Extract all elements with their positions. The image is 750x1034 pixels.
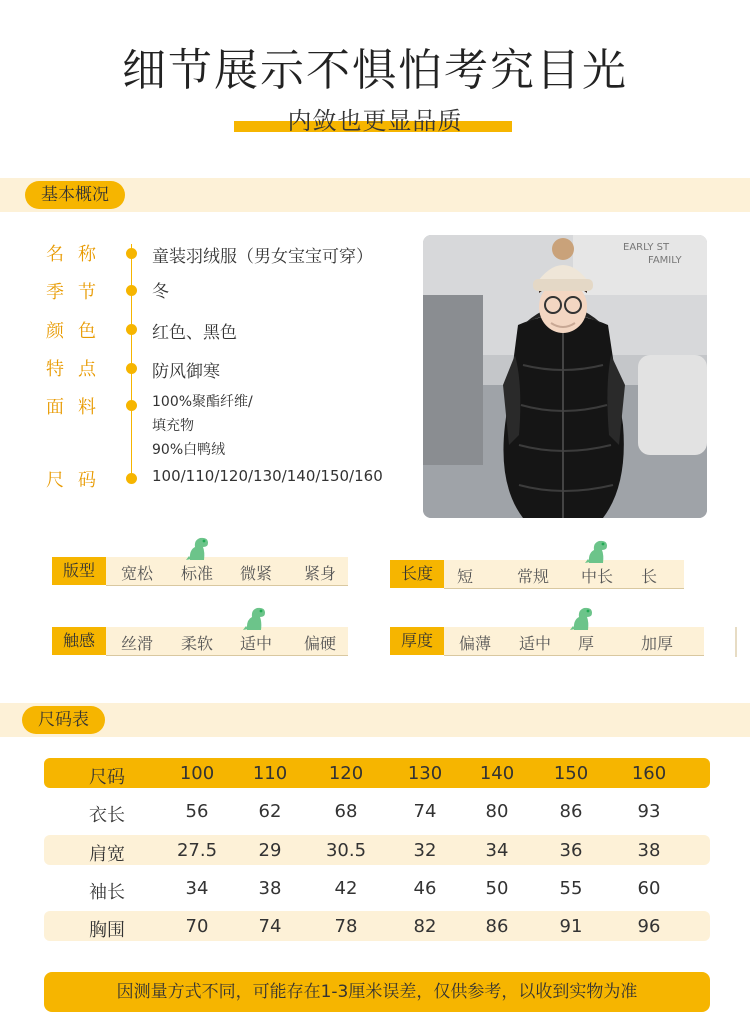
info-dot bbox=[126, 285, 137, 296]
size-table-band bbox=[0, 703, 750, 737]
size-table-cell: 34 bbox=[485, 840, 509, 861]
dinosaur-marker-icon bbox=[186, 534, 212, 562]
info-value-feature: 防风御寒 bbox=[152, 362, 220, 382]
fabric-line: 90%白鸭绒 bbox=[152, 442, 226, 458]
thickness-tag: 厚度 bbox=[390, 627, 444, 655]
info-value-color: 红色、黑色 bbox=[152, 323, 237, 343]
size-table-cell: 80 bbox=[485, 801, 509, 822]
thickness-baseline bbox=[444, 655, 704, 656]
touch-option: 柔软 bbox=[181, 634, 214, 653]
size-table-cell: 86 bbox=[485, 916, 509, 937]
size-table-cell: 60 bbox=[637, 878, 661, 899]
size-table-header-cell: 100 bbox=[179, 763, 215, 784]
size-table-cell: 62 bbox=[258, 801, 282, 822]
child-in-coat-illustration bbox=[423, 235, 707, 518]
size-table-header-cell: 130 bbox=[407, 763, 443, 784]
dinosaur-marker-icon bbox=[585, 537, 611, 565]
size-table-cell: 38 bbox=[258, 878, 282, 899]
touch-option: 丝滑 bbox=[121, 634, 154, 653]
touch-tag: 触感 bbox=[52, 627, 106, 655]
size-table-header-cell: 140 bbox=[479, 763, 515, 784]
size-table-cell: 70 bbox=[185, 916, 209, 937]
size-table-cell: 78 bbox=[334, 916, 358, 937]
thickness-option: 加厚 bbox=[641, 634, 674, 653]
size-table-cell: 胸围 bbox=[89, 920, 125, 941]
size-table-cell: 38 bbox=[637, 840, 661, 861]
size-table-header-cell: 尺码 bbox=[89, 767, 125, 788]
info-dot bbox=[126, 400, 137, 411]
info-value-season: 冬 bbox=[152, 282, 169, 302]
touch-baseline bbox=[106, 655, 348, 656]
info-label-size: 尺码 bbox=[46, 470, 110, 491]
size-table-cell: 93 bbox=[637, 801, 661, 822]
fit-option: 紧身 bbox=[304, 564, 337, 583]
touch-option: 适中 bbox=[240, 634, 273, 653]
product-photo bbox=[423, 235, 707, 518]
size-table-cell: 74 bbox=[258, 916, 282, 937]
fit-option: 微紧 bbox=[240, 564, 273, 583]
touch-option: 偏硬 bbox=[304, 634, 337, 653]
dinosaur-marker-icon bbox=[243, 604, 269, 632]
size-table-cell: 肩宽 bbox=[89, 844, 125, 865]
size-table-header-cell: 160 bbox=[631, 763, 667, 784]
length-tag: 长度 bbox=[390, 560, 444, 588]
page-subtitle: 内敛也更显品质 bbox=[287, 107, 463, 135]
size-table-cell: 36 bbox=[559, 840, 583, 861]
fit-tag: 版型 bbox=[52, 557, 106, 585]
size-table-cell: 袖长 bbox=[89, 882, 125, 903]
svg-text:FAMILY: FAMILY bbox=[648, 255, 682, 266]
length-option: 短 bbox=[457, 567, 474, 586]
info-dot bbox=[126, 473, 137, 484]
size-table-cell: 56 bbox=[185, 801, 209, 822]
info-dot bbox=[126, 363, 137, 374]
thickness-option: 厚 bbox=[578, 634, 595, 653]
size-table-cell: 32 bbox=[413, 840, 437, 861]
size-table-cell: 50 bbox=[485, 878, 509, 899]
size-table-cell: 34 bbox=[185, 878, 209, 899]
size-table-cell: 42 bbox=[334, 878, 358, 899]
info-dot bbox=[126, 324, 137, 335]
info-value-fabric bbox=[152, 390, 253, 462]
size-table-cell: 68 bbox=[334, 801, 358, 822]
length-option: 长 bbox=[641, 567, 658, 586]
length-option: 常规 bbox=[517, 567, 550, 586]
size-table-cell: 91 bbox=[559, 916, 583, 937]
fit-option: 宽松 bbox=[121, 564, 154, 583]
info-label-season: 季节 bbox=[46, 282, 110, 303]
svg-text:EARLY ST: EARLY ST bbox=[623, 242, 670, 253]
info-label-color: 颜色 bbox=[46, 321, 110, 342]
info-label-feature: 特点 bbox=[46, 359, 110, 380]
length-baseline bbox=[444, 588, 684, 589]
thickness-option: 偏薄 bbox=[459, 634, 492, 653]
size-table-header-cell: 110 bbox=[252, 763, 288, 784]
fit-option: 标准 bbox=[181, 564, 214, 583]
basic-info-heading: 基本概况 bbox=[25, 181, 125, 209]
fabric-line: 100%聚酯纤维/ bbox=[152, 394, 253, 410]
size-table-cell: 30.5 bbox=[325, 840, 367, 861]
size-table-heading: 尺码表 bbox=[22, 706, 105, 734]
size-table-cell: 82 bbox=[413, 916, 437, 937]
size-table-cell: 55 bbox=[559, 878, 583, 899]
page-title: 细节展示不惧怕考究目光 bbox=[122, 45, 628, 96]
info-timeline bbox=[131, 244, 132, 478]
fit-baseline bbox=[106, 585, 348, 586]
size-table-cell: 46 bbox=[413, 878, 437, 899]
info-value-size: 100/110/120/130/140/150/160 bbox=[152, 467, 383, 485]
fabric-line: 填充物 bbox=[152, 418, 194, 434]
size-table-cell: 86 bbox=[559, 801, 583, 822]
measurement-note: 因测量方式不同，可能存在1-3厘米误差，仅供参考，以收到实物为准 bbox=[44, 972, 710, 1012]
size-table-header-cell: 120 bbox=[328, 763, 364, 784]
size-table-cell: 96 bbox=[637, 916, 661, 937]
scale-edge-mark bbox=[735, 627, 737, 657]
info-label-name: 名称 bbox=[46, 244, 110, 265]
length-option: 中长 bbox=[581, 567, 614, 586]
thickness-option: 适中 bbox=[519, 634, 552, 653]
info-value-name: 童装羽绒服（男女宝宝可穿） bbox=[152, 247, 373, 267]
size-table-cell: 衣长 bbox=[89, 805, 125, 826]
size-table-cell: 29 bbox=[258, 840, 282, 861]
size-table-header-cell: 150 bbox=[553, 763, 589, 784]
info-dot bbox=[126, 248, 137, 259]
size-table-cell: 74 bbox=[413, 801, 437, 822]
dinosaur-marker-icon bbox=[570, 604, 596, 632]
size-table-cell: 27.5 bbox=[176, 840, 218, 861]
info-label-fabric: 面料 bbox=[46, 397, 110, 418]
